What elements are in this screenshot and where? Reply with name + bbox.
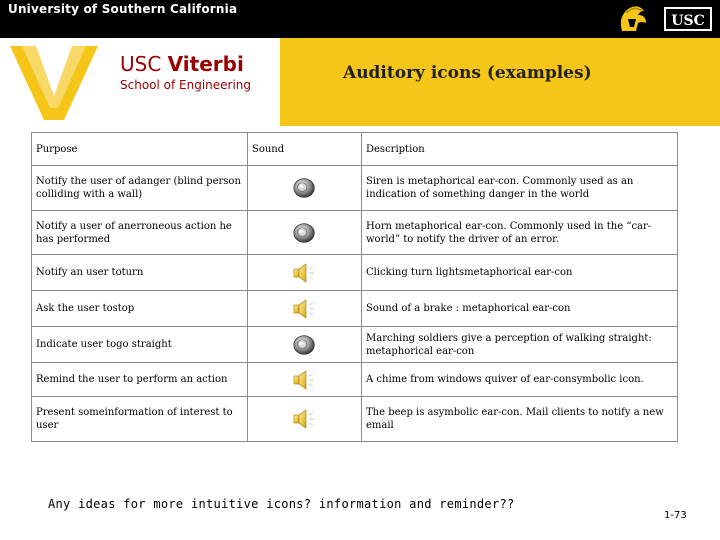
- purpose-cell: Ask the user tostop: [32, 291, 248, 327]
- header-description: Description: [362, 133, 678, 166]
- usc-viterbi-logo-text: [120, 52, 244, 76]
- sound-cell: [248, 211, 362, 255]
- description-cell: Clicking turn lightsmetaphorical ear-con: [362, 255, 678, 291]
- logo-viterbi: Viterbi: [167, 52, 244, 76]
- header-sound: Sound: [248, 133, 362, 166]
- description-cell: A chime from windows quiver of ear-consymbolic icon.: [362, 363, 678, 397]
- usc-badge: USC: [664, 7, 712, 31]
- auditory-icons-table: [31, 132, 678, 442]
- page-number: 1-73: [664, 510, 687, 521]
- description-cell: Siren is metaphorical ear-con. Commonly used as an indication of something danger in the world: [362, 166, 678, 211]
- sound-cell: [248, 166, 362, 211]
- purpose-cell: Notify a user of anerroneous action he has performed: [32, 211, 248, 255]
- trojan-helmet-logo: [612, 3, 652, 35]
- school-of-engineering: School of Engineering: [120, 78, 252, 92]
- header-purpose: Purpose: [32, 133, 248, 166]
- sound-cell: [248, 327, 362, 363]
- sound-cell: [248, 291, 362, 327]
- sound-cell: [248, 255, 362, 291]
- speaker-3d-icon[interactable]: [292, 175, 318, 201]
- table-header-row: [32, 133, 678, 166]
- purpose-cell: Remind the user to perform an action: [32, 363, 248, 397]
- table-row: [32, 255, 678, 291]
- speaker-3d-icon[interactable]: [292, 220, 318, 246]
- description-cell: The beep is asymbolic ear-con. Mail clients to notify a new email: [362, 397, 678, 442]
- viterbi-v-logo: [6, 42, 102, 122]
- university-name: University of Southern California: [8, 2, 238, 16]
- logo-usc: USC: [120, 52, 162, 76]
- speaker-flat-icon[interactable]: [291, 368, 319, 392]
- speaker-flat-icon[interactable]: [291, 261, 319, 285]
- speaker-flat-icon[interactable]: [291, 407, 319, 431]
- purpose-cell: Notify the user of adanger (blind person colliding with a wall): [32, 166, 248, 211]
- table-row: [32, 397, 678, 442]
- purpose-cell: Notify an user toturn: [32, 255, 248, 291]
- table-row: [32, 211, 678, 255]
- description-cell: Horn metaphorical ear-con. Commonly used in the “car-world” to notify the driver of an error.: [362, 211, 678, 255]
- speaker-3d-icon[interactable]: [292, 332, 318, 358]
- table-row: [32, 363, 678, 397]
- description-cell: Sound of a brake : metaphorical ear-con: [362, 291, 678, 327]
- table-row: [32, 166, 678, 211]
- speaker-flat-icon[interactable]: [291, 297, 319, 321]
- description-cell: Marching soldiers give a perception of walking straight: metaphorical ear-con: [362, 327, 678, 363]
- purpose-cell: Indicate user togo straight: [32, 327, 248, 363]
- sound-cell: [248, 363, 362, 397]
- table-row: [32, 291, 678, 327]
- sound-cell: [248, 397, 362, 442]
- table-row: [32, 327, 678, 363]
- closing-question: Any ideas for more intuitive icons? information and reminder??: [48, 497, 515, 511]
- purpose-cell: Present someinformation of interest to user: [32, 397, 248, 442]
- slide-title: Auditory icons (examples): [343, 63, 592, 83]
- top-bar: [0, 0, 720, 38]
